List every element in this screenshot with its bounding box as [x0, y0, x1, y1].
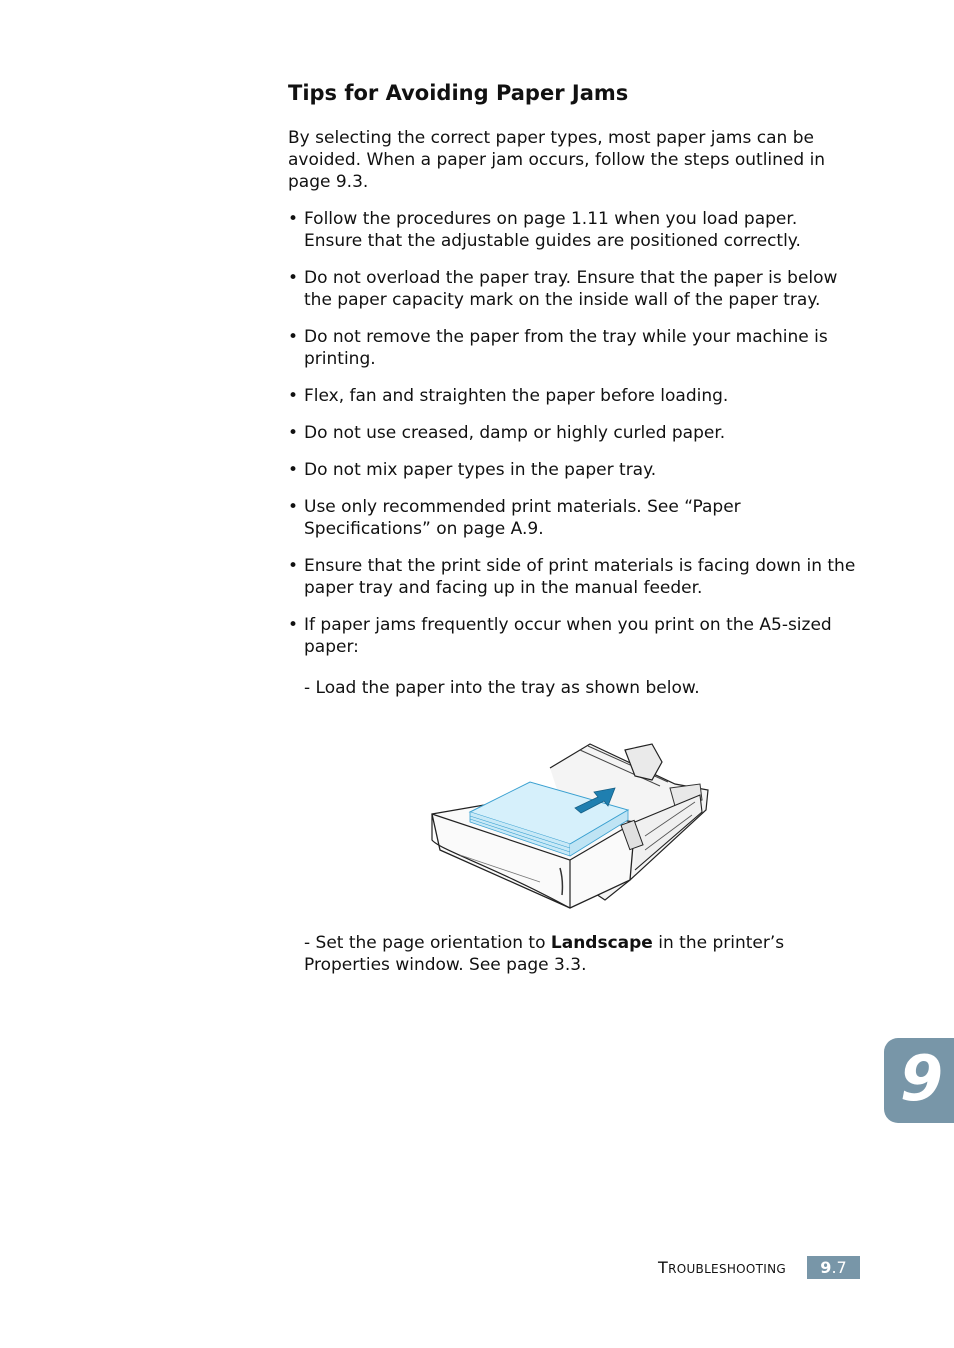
bullet-icon: •	[288, 460, 299, 480]
bullet-icon: •	[288, 386, 299, 406]
paper-tray-illustration	[430, 740, 710, 912]
list-item: • Do not overload the paper tray. Ensure that the paper is below the paper capacity mark on the inside wall of the paper tray.	[288, 268, 838, 310]
list-item: • Use only recommended print materials. See “Paper Specifications” on page A.9.	[288, 497, 741, 539]
chapter-number: 9	[900, 1042, 944, 1115]
bullet-icon: •	[288, 327, 299, 347]
list-item: • Do not use creased, damp or highly curled paper.	[288, 423, 726, 443]
list-item: • Do not mix paper types in the paper tray.	[288, 460, 657, 480]
bullet-icon: •	[288, 268, 299, 288]
bullet-icon: •	[288, 556, 299, 576]
intro-paragraph: By selecting the correct paper types, most paper jams can be avoided. When a paper jam occurs, follow the steps outlined in page 9.3.	[288, 128, 826, 192]
list-item: • If paper jams frequently occur when you print on the A5-sized paper:	[288, 615, 832, 657]
bullet-icon: •	[288, 497, 299, 517]
sub-item-load: - Load the paper into the tray as shown below.	[304, 678, 700, 698]
main-content	[288, 78, 858, 699]
list-item: • Follow the procedures on page 1.11 when you load paper. Ensure that the adjustable guides are positioned correctly.	[288, 209, 801, 251]
list-item: • Do not remove the paper from the tray while your machine is printing.	[288, 327, 828, 369]
list-item: • Flex, fan and straighten the paper before loading.	[288, 386, 729, 406]
bullet-icon: •	[288, 209, 299, 229]
bullet-icon: •	[288, 423, 299, 443]
footer-section-label: TROUBLESHOOTING	[658, 1258, 787, 1277]
list-item: • Ensure that the print side of print materials is facing down in the paper tray and facing up in the manual feeder.	[288, 556, 856, 598]
landscape-keyword: Landscape	[550, 933, 653, 953]
orientation-text: - Set the page orientation to Landscape in the printer’s Properties window. See page 3.3.	[304, 933, 785, 975]
page-title: Tips for Avoiding Paper Jams	[288, 81, 629, 105]
chapter-tab	[884, 1038, 954, 1123]
bullet-icon: •	[288, 615, 299, 635]
page-number: 9.7	[807, 1256, 860, 1279]
